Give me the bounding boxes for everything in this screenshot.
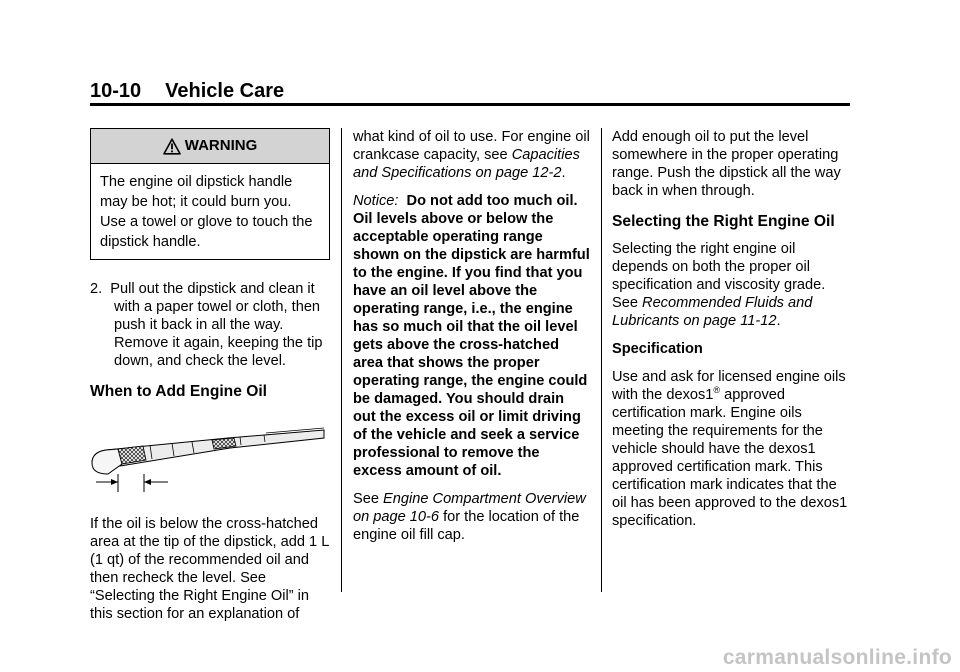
warning-triangle-icon xyxy=(163,138,181,155)
warning-text: The engine oil dipstick handle may be hot; it could burn you. Use a towel or glove to touch the dipstick handle. xyxy=(100,174,313,250)
text-dexos-start: Use and ask for licensed engine oils with the dexos1 xyxy=(612,369,846,403)
paragraph-see-overview xyxy=(353,490,590,544)
text-period: . xyxy=(561,165,566,181)
warning-title-bar xyxy=(91,129,329,164)
section-title: Vehicle Care xyxy=(165,80,285,102)
step-text: Pull out the dipstick and clean it with a paper towel or cloth, then push it back in all the way. Remove it again, keeping the tip down, and check the level. xyxy=(110,281,323,369)
text-capacity: what kind of oil to use. For engine oil crankcase capacity, see xyxy=(353,129,590,163)
notice-label: Notice: xyxy=(353,193,399,209)
ref-recommended-fluids[interactable]: Recommended Fluids and Lubricants on page 11-12 xyxy=(612,295,813,329)
ref-capacities[interactable]: Capacities and Specifications on page 12-2 xyxy=(353,147,580,181)
paragraph-selecting xyxy=(612,240,852,330)
text-fill-cap: for the location of the engine oil fill cap. xyxy=(353,509,580,543)
notice-text: Do not add too much oil. Oil levels above or below the acceptable operating range shown on the dipstick are harmful to the engine. If you find that you have an oil level above the operating range, i.e., the engine has so much oil that the oil level gets above the cross-hatched area that shows the proper operating range, the engine could be damaged. You should drain out the excess oil or limit driving of the vehicle and seek a service professional to remove the excess amount of oil. xyxy=(353,193,590,479)
paragraph-add-enough: Add enough oil to put the level somewhere in the proper operating range. Push the dipstick all the way back in when through. xyxy=(612,129,841,199)
text-dexos-end: approved certification mark. Engine oils meeting the requirements for the vehicle should have the dexos1 approved certification mark. This certification mark indicates that the oil has been approved to the dexos1 specification. xyxy=(612,387,848,529)
notice-paragraph xyxy=(353,192,590,480)
page-number: 10-10 xyxy=(90,80,142,102)
text-selecting: Selecting the right engine oil depends on both the proper oil specification and viscosity grade. See xyxy=(612,241,826,311)
column-1 xyxy=(90,128,330,623)
ref-engine-compartment[interactable]: Engine Compartment Overview on page 10-6 xyxy=(353,491,586,525)
column-2 xyxy=(353,128,590,544)
page-header xyxy=(90,80,284,103)
column-divider-2 xyxy=(601,128,602,592)
column-3 xyxy=(612,128,852,530)
subheading-specification: Specification xyxy=(612,341,703,357)
registered-mark: ® xyxy=(713,385,721,396)
heading-selecting-oil: Selecting the Right Engine Oil xyxy=(612,213,835,230)
text-see: See xyxy=(353,491,379,507)
header-rule xyxy=(90,103,850,106)
step-number: 2. xyxy=(90,281,103,297)
watermark: carmanualsonline.info xyxy=(722,646,952,669)
dipstick-illustration xyxy=(88,416,330,505)
text-period-2: . xyxy=(776,313,781,329)
paragraph-dexos xyxy=(612,368,852,530)
column-divider-1 xyxy=(341,128,342,592)
paragraph-capacity xyxy=(353,128,590,182)
warning-box xyxy=(90,128,330,260)
warning-title: WARNING xyxy=(184,137,258,154)
paragraph-add-oil: If the oil is below the cross-hatched area at the tip of the dipstick, add 1 L (1 qt) of the recommended oil and then recheck the level. See “Selecting the Right Engine Oil” in this section for an explanation of xyxy=(90,516,329,622)
list-item-step-2 xyxy=(90,280,330,370)
heading-when-to-add-oil: When to Add Engine Oil xyxy=(90,383,267,400)
